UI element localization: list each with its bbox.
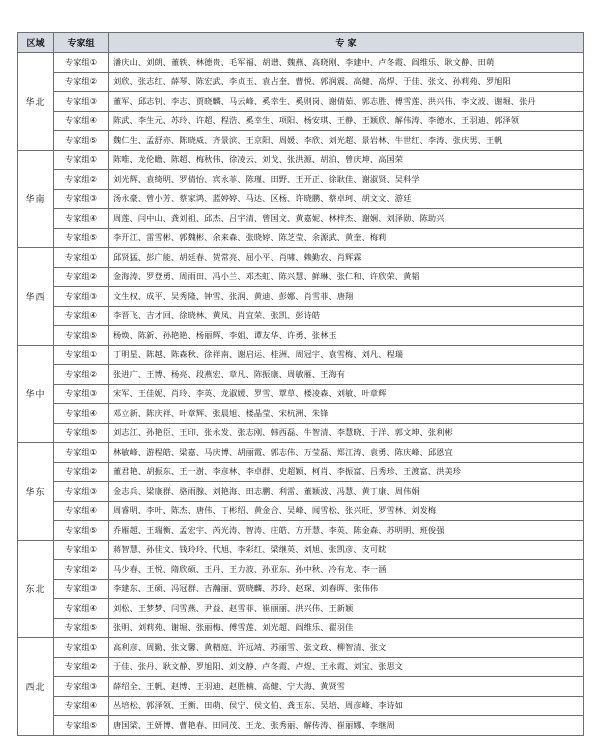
experts-cell: 董君艳、胡振东、王一澍、李彦林、李卓群、史超颖、柯肖、李振富、吕秀珍、王渡富、洪美珍 xyxy=(109,462,584,482)
group-label-cell: 专家组① xyxy=(54,638,109,658)
group-label-cell: 专家组① xyxy=(54,540,109,560)
group-label-cell: 专家组⑤ xyxy=(54,521,109,541)
experts-cell: 马少春、王悦、隋欣硕、王丹、王力波、孙亚东、孙中秋、冷有龙、李一涵 xyxy=(109,560,584,580)
experts-cell: 汤永豪、曾小芳、蔡家鸿、蓝婷婷、马达、区杨、许晓鹏、蔡卓珂、胡文文、游廷 xyxy=(109,189,584,209)
table-row xyxy=(18,501,584,521)
table-row xyxy=(18,189,584,209)
group-label-cell: 专家组② xyxy=(54,657,109,677)
group-label-cell: 专家组② xyxy=(54,560,109,580)
experts-cell: 李晋飞、吉才回、徐晓林、黄凤、肖宜荣、张凯、彭诗皓 xyxy=(109,306,584,326)
table-row xyxy=(18,228,584,248)
group-label-cell: 专家组⑤ xyxy=(54,423,109,443)
table-row xyxy=(18,150,584,170)
group-label-cell: 专家组④ xyxy=(54,404,109,424)
group-label-cell: 专家组⑤ xyxy=(54,326,109,346)
header-row xyxy=(18,33,584,53)
experts-cell: 陈唯、龙伦瞻、陈超、梅秋伟、徐凌云、刘戈、张洪源、胡泊、曾庆坤、高国荣 xyxy=(109,150,584,170)
table-body xyxy=(18,53,584,736)
experts-cell: 薛绍全、王帆、赵博、王羽迪、赵胜楠、高健、宁大海、黄贤雪 xyxy=(109,677,584,697)
group-label-cell: 专家组③ xyxy=(54,287,109,307)
experts-cell: 邱贤猛、彭广能、胡廷春、贺常亮、屈小平、肖啸、赖勤农、肖辉霖 xyxy=(109,248,584,268)
experts-cell: 蒋智慧、孙佳文、钱玲玲、代旭、李彩红、梁继英、刘旭、张凯彦、支可眈 xyxy=(109,540,584,560)
group-label-cell: 专家组④ xyxy=(54,209,109,229)
experts-cell: 刘欣、张志红、薛琴、陈宏武、李贞玉、袁占奎、曹悦、郭润震、高健、高焊、于佳、张文、孙莉苑、罗旭阳 xyxy=(109,72,584,92)
group-label-cell: 专家组① xyxy=(54,248,109,268)
table-row xyxy=(18,345,584,365)
table-row xyxy=(18,443,584,463)
experts-cell: 邓立新、陈庆祥、叶章辉、张晨旭、楼晶莹、宋杭洲、朱锋 xyxy=(109,404,584,424)
table-row xyxy=(18,248,584,268)
table-row xyxy=(18,677,584,697)
experts-cell: 宋军、王佳妮、肖玲、李英、龙淑媛、罗雪、覃草、楼凌森、刘敏、叶章辉 xyxy=(109,384,584,404)
experts-cell: 张明、刘莉苑、谢堀、张丽梅、傅雪莲、刘光超、阎维乐、翟羽佳 xyxy=(109,618,584,638)
group-label-cell: 专家组④ xyxy=(54,111,109,131)
table-row xyxy=(18,384,584,404)
group-label-cell: 专家组① xyxy=(54,345,109,365)
region-cell: 华西 xyxy=(18,248,54,346)
table-row xyxy=(18,638,584,658)
table-row xyxy=(18,716,584,736)
group-label-cell: 专家组② xyxy=(54,462,109,482)
experts-cell: 金志兵、梁康群、骆雨腺、刘艳海、田志鹏、利雷、董颖波、冯慧、黄丁康、周伟娟 xyxy=(109,482,584,502)
experts-cell: 唐国梁、王妍博、曹艳春、田同茂、王龙、张秀丽、解传涛、崔丽娜、李继周 xyxy=(109,716,584,736)
table-row xyxy=(18,462,584,482)
experts-cell: 刘志江、孙艳臣、王印、张永发、张志刚、韩西磊、牛智清、李慧晓、于洋、郭文坤、张利彬 xyxy=(109,423,584,443)
table-row xyxy=(18,404,584,424)
table-row xyxy=(18,599,584,619)
table-row xyxy=(18,111,584,131)
table-row xyxy=(18,521,584,541)
group-label-cell: 专家组③ xyxy=(54,384,109,404)
table-row xyxy=(18,92,584,112)
experts-cell: 周莲、闫中山、龚刘祖、邱杰、吕宇清、曾国文、黄嘉妮、林梓杰、谢娴、刘泽勋、陈助兴 xyxy=(109,209,584,229)
table-row xyxy=(18,696,584,716)
table-row xyxy=(18,209,584,229)
table-row xyxy=(18,657,584,677)
group-label-cell: 专家组③ xyxy=(54,92,109,112)
region-cell: 华中 xyxy=(18,345,54,443)
group-label-cell: 专家组② xyxy=(54,267,109,287)
experts-cell: 刘松、王梦梦、闫雪燕、尹益、赵雪菲、崔丽丽、洪兴伟、王新颖 xyxy=(109,599,584,619)
experts-cell: 张进广、王博、杨亮、段燕宏、章凡、陈振康、周敏雁、王海有 xyxy=(109,365,584,385)
experts-cell: 潘庆山、刘朗、董轶、林德贵、毛军福、胡谱、魏燕、高晓刚、李建中、卢冬霞、阎维乐、耿文静、田萌 xyxy=(109,53,584,73)
experts-cell: 金海涛、罗登勇、周雨田、冯小兰、邓杰虹、陈兴慧、鲜琳、张仁和、许欣荣、黄韬 xyxy=(109,267,584,287)
experts-cell: 魏仁生、孟舒亦、陈晓威、齐景滨、王京阳、周媛、李欣、刘光超、景岩林、牛世红、李涛、张庆男、王帆 xyxy=(109,131,584,151)
group-label-cell: 专家组② xyxy=(54,170,109,190)
group-label-cell: 专家组② xyxy=(54,72,109,92)
table-row xyxy=(18,423,584,443)
table-row xyxy=(18,365,584,385)
table-row xyxy=(18,131,584,151)
region-cell: 华东 xyxy=(18,443,54,541)
table-row xyxy=(18,618,584,638)
region-cell: 西北 xyxy=(18,638,54,736)
group-label-cell: 专家组③ xyxy=(54,677,109,697)
region-cell: 华南 xyxy=(18,150,54,248)
table-row xyxy=(18,560,584,580)
header-region: 区域 xyxy=(18,33,54,53)
experts-cell: 李开江、雷雪彬、郭魏彬、余来森、张晓婷、陈芝莹、余源武、黄奎、梅莉 xyxy=(109,228,584,248)
experts-cell: 李建东、王硕、冯冠群、吉瀚丽、贾晓麟、苏玲、赵琛、刘春晖、张伟伟 xyxy=(109,579,584,599)
table-row xyxy=(18,53,584,73)
experts-cell: 于佳、张丹、耿文静、罗旭阳、刘文静、卢冬霞、卢煜、王永霞、刘宝、张思文 xyxy=(109,657,584,677)
table-row xyxy=(18,326,584,346)
group-label-cell: 专家组③ xyxy=(54,189,109,209)
table-row xyxy=(18,579,584,599)
header-group: 专家组 xyxy=(54,33,109,53)
header-experts: 专 家 xyxy=(109,33,584,53)
experts-cell: 丛培松、郭泽领、王衡、田萌、侯宁、侯文伯、龚玉东、吴培、周彦峰、李诗如 xyxy=(109,696,584,716)
experts-cell: 林敏峰、游程皓、梁嘉、马庆博、胡丽霞、郭志伟、万莹磊、郑江涛、袁勇、陈庆峰、邱恩宜 xyxy=(109,443,584,463)
group-label-cell: 专家组④ xyxy=(54,306,109,326)
table-row xyxy=(18,482,584,502)
experts-cell: 陈武、李生元、苏玲、许超、程浩、奚幸生、项阳、杨安琪、王静、王颖欣、解伟涛、李德水、王羽迪、郭泽领 xyxy=(109,111,584,131)
group-label-cell: 专家组① xyxy=(54,53,109,73)
experts-cell: 刘光辉、袁绮明、罗倩怡、宾永菲、陈瑾、田野、王开正、徐耿佳、谢淑贤、吴科学 xyxy=(109,170,584,190)
region-cell: 东北 xyxy=(18,540,54,638)
experts-cell: 高利彦、周勤、张文馨、黄精庭、许远靖、苏丽雪、张文政、柳智清、张文 xyxy=(109,638,584,658)
table-row xyxy=(18,267,584,287)
region-cell: 华北 xyxy=(18,53,54,151)
group-label-cell: 专家组② xyxy=(54,365,109,385)
group-label-cell: 专家组③ xyxy=(54,579,109,599)
group-label-cell: 专家组④ xyxy=(54,696,109,716)
group-label-cell: 专家组④ xyxy=(54,501,109,521)
table-row xyxy=(18,306,584,326)
experts-cell: 杨焕、陈新、孙艳艳、杨丽辉、李姐、谭友华、许勇、张林玉 xyxy=(109,326,584,346)
group-label-cell: 专家组④ xyxy=(54,599,109,619)
experts-cell: 董军、邱志钊、李志、贾晓麟、马云峰、奚幸生、奚则岗、谢倩茹、郭志胜、傅雪莲、洪兴伟、李文波、谢堀、张丹 xyxy=(109,92,584,112)
group-label-cell: 专家组① xyxy=(54,150,109,170)
experts-cell: 丁明星、陈越、陈森秋、徐祥南、谢启运、桂洲、周冠宇、袁雪梅、刘凡、程瑞 xyxy=(109,345,584,365)
experts-cell: 文生权、成平、吴秀隆、钟雪、张润、黄迪、彭娜、肖雪菲、唐翔 xyxy=(109,287,584,307)
table-row xyxy=(18,170,584,190)
table-row xyxy=(18,287,584,307)
group-label-cell: 专家组⑤ xyxy=(54,131,109,151)
table-row xyxy=(18,72,584,92)
expert-table xyxy=(17,32,584,736)
experts-cell: 周睿明、李叶、陈杰、唐伟、丁彬绍、黄金合、吴峰、闻雪松、张兴旺、罗雪林、刘发梅 xyxy=(109,501,584,521)
group-label-cell: 专家组⑤ xyxy=(54,618,109,638)
group-label-cell: 专家组① xyxy=(54,443,109,463)
table-row xyxy=(18,540,584,560)
experts-cell: 乔雁超、王瑞衡、孟宏宇、芮光涛、智涛、庄皓、方开慧、李英、陈金森、苏明明、班俊强 xyxy=(109,521,584,541)
group-label-cell: 专家组⑤ xyxy=(54,716,109,736)
group-label-cell: 专家组⑤ xyxy=(54,228,109,248)
group-label-cell: 专家组③ xyxy=(54,482,109,502)
